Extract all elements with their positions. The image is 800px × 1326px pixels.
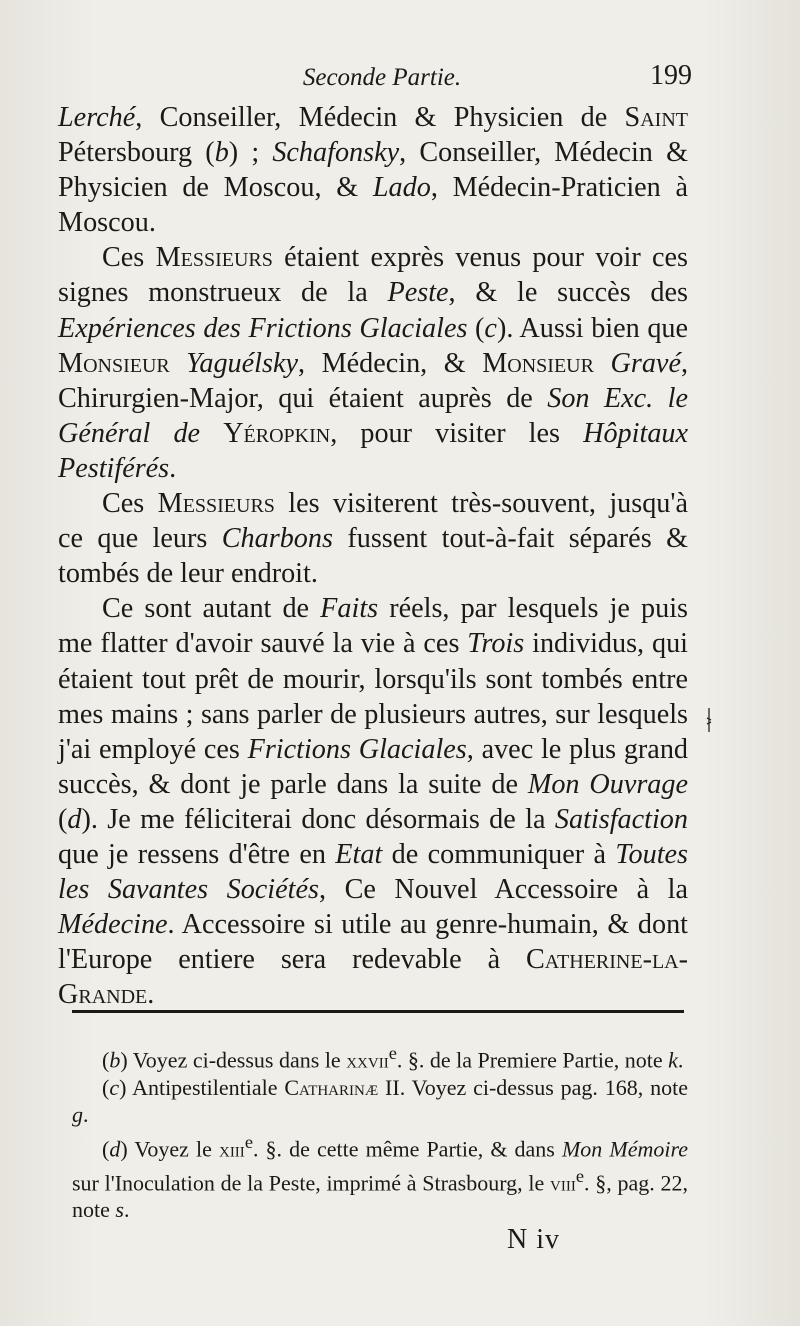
text: que je ressens d'être en [58, 838, 336, 870]
signature-mark: N iv [507, 1224, 560, 1255]
footnote-ref-d: d [67, 803, 82, 835]
text: sur l'Inoculation de la Peste, imprimé à Strasbourg, le [72, 1169, 551, 1195]
word-charbons: Charbons [221, 523, 333, 555]
word-faits: Faits [320, 593, 379, 625]
phrase-mon-ouvrage: Mon Ouvrage [527, 768, 688, 800]
word-monsieur: Monsieur [482, 347, 594, 379]
text: . [147, 979, 155, 1011]
roman-numeral: viii [550, 1169, 576, 1195]
text: . [169, 452, 177, 484]
roman-numeral: xxvii [346, 1047, 389, 1073]
text: ( [102, 1136, 110, 1162]
running-head-title: Seconde Partie. [302, 64, 462, 91]
text: , avec le plus grand succès, & dont je parle dans la suite de [58, 733, 689, 800]
text: réels, par lesquels je puis me flatter d'avoir sauvé la vie à ces [58, 593, 689, 660]
superscript: e [244, 1131, 253, 1152]
paragraph-2 [58, 240, 688, 486]
text: ( [467, 312, 485, 344]
text [170, 348, 187, 379]
text: . [123, 1197, 130, 1223]
superscript: e [575, 1165, 584, 1186]
text: fussent tout-à-fait séparés & tombés de leur endroit. [58, 523, 688, 590]
phrase-experiences: Expériences des Frictions Glaciales [58, 312, 468, 344]
text: , Conseiller, Médecin & Physicien de Moscou, & [58, 137, 688, 204]
text [594, 348, 611, 379]
name-lerche: Lerché [58, 102, 136, 133]
phrase-hopitaux: Hôpitaux Pestiférés [58, 417, 689, 484]
phrase-son-exc: Son Exc. le Général de [58, 382, 688, 449]
text: . §. de cette même Partie, & dans [252, 1136, 562, 1162]
phrase-societes: Toutes les Savantes Sociétés [58, 838, 689, 906]
name-saint: Saint [624, 102, 688, 133]
stray-ink-mark [705, 708, 713, 732]
text: . §, pag. 22, note [72, 1169, 688, 1223]
text: de communiquer à [382, 838, 616, 870]
note-letter: k [668, 1047, 678, 1073]
text: , Conseiller, Médecin & Physicien de [135, 102, 625, 133]
footnote-ref-c: c [484, 312, 497, 344]
text: Ces [102, 488, 158, 520]
paragraph-1 [58, 100, 688, 240]
name-schafonsky: Schafonsky [272, 137, 400, 169]
text: ) Voyez le [120, 1136, 219, 1162]
word-trois: Trois [467, 628, 525, 660]
name-lado: Lado [372, 172, 431, 204]
text: , & le succès des [448, 277, 688, 309]
text: ). Aussi bien que [496, 312, 689, 344]
text: ( [102, 1074, 110, 1100]
text: Ce sont autant de [102, 593, 321, 625]
text: . Accessoire si utile au genre-humain, & dont l'Europe entiere sera redevable à [58, 909, 688, 976]
text: ). Je me féliciterai donc désormais de la [81, 803, 555, 835]
text: , Chirurgien-Major, qui étaient auprès de [58, 347, 689, 414]
text: , Médecin, & [297, 347, 483, 379]
word-peste: Peste [387, 277, 449, 309]
note-letter: s [115, 1197, 124, 1223]
name-catherine: Catherine-la-Grande [58, 944, 688, 1011]
text: , Médecin-Praticien à Moscou. [58, 172, 688, 239]
superscript: e [388, 1043, 397, 1063]
footnote-b [72, 1040, 688, 1074]
name-catharinae: Catharinæ [284, 1074, 379, 1100]
phrase-frictions: Frictions Glaciales [247, 733, 467, 765]
name-grave: Gravé [610, 347, 681, 379]
text: Ces [102, 242, 156, 274]
running-head [72, 56, 692, 100]
footnote-d [72, 1129, 688, 1224]
text: les visiterent très-souvent, jusqu'à ce que leurs [58, 488, 688, 555]
note-letter: g [72, 1102, 83, 1128]
text: individus, qui étaient tout prêt de mourir, lorsqu'ils sont tombés entre mes mains ; sans parler de plusieurs autres, sur lesquels j'ai employé ces [58, 628, 689, 765]
word-medecine: Médecine [58, 909, 168, 941]
name-yaguelsky: Yaguélsky [186, 347, 298, 379]
text: ) Voyez ci-dessus dans le [120, 1047, 347, 1073]
paragraph-4 [58, 591, 688, 1012]
text: , pour visiter les [330, 417, 584, 449]
text: ( [102, 1047, 110, 1073]
footnote-c [72, 1074, 688, 1129]
footnote-letter: b [109, 1047, 121, 1073]
text: . [677, 1047, 684, 1073]
footnote-ref-b: b [214, 137, 229, 169]
footnote-letter: d [109, 1136, 121, 1162]
text: . §. de la Premiere Partie, note [396, 1047, 669, 1073]
body-text [58, 100, 688, 1012]
phrase-mon-memoire: Mon Mémoire [561, 1136, 688, 1162]
word-satisfaction: Satisfaction [554, 803, 688, 835]
paragraph-3 [58, 486, 688, 591]
text: ) ; [228, 137, 273, 169]
text: Pétersbourg ( [58, 137, 215, 169]
text: ( [58, 803, 68, 835]
roman-numeral: xiii [218, 1136, 245, 1162]
text: étaient exprès venus pour voir ces signes monstrueux de la [58, 242, 689, 309]
text [200, 418, 223, 449]
word-messieurs: Messieurs [157, 488, 275, 520]
word-monsieur: Monsieur [58, 347, 170, 379]
word-messieurs: Messieurs [155, 242, 273, 274]
text: II. Voyez ci-dessus pag. 168, note [378, 1074, 688, 1100]
text: , Ce Nouvel Accessoire à la [318, 874, 688, 906]
footnote-letter: c [109, 1074, 120, 1100]
footnote-rule [72, 1010, 684, 1013]
text: . [83, 1102, 89, 1128]
page-number: 199 [650, 60, 692, 91]
name-yeropkin: Yéropkin [223, 417, 331, 449]
text: ) Antipestilentiale [119, 1074, 285, 1100]
footnotes [72, 1040, 688, 1224]
word-etat: Etat [335, 838, 383, 870]
